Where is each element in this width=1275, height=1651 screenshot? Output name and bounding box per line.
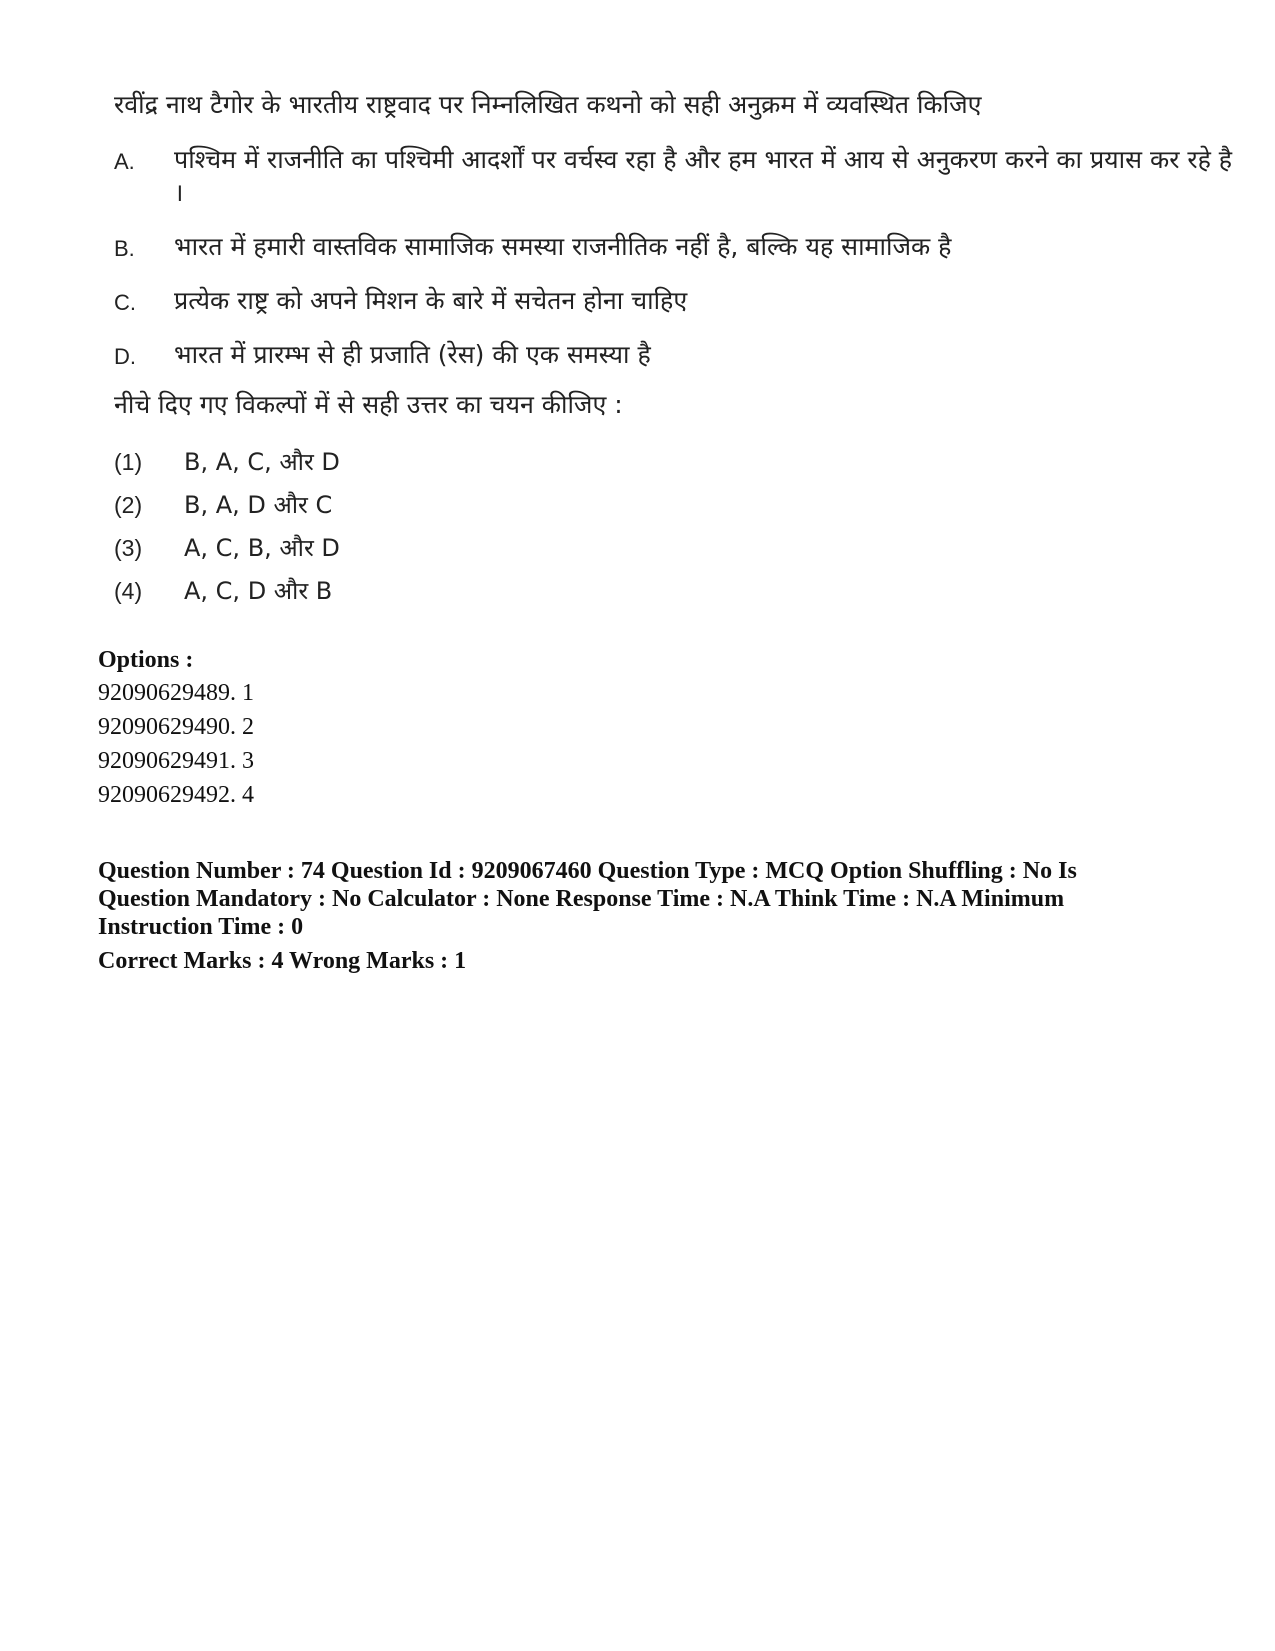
statement-text: प्रत्येक राष्ट्र को अपने मिशन के बारे में सचेतन होना चाहिए	[174, 286, 688, 315]
statement-letter: D.	[114, 344, 136, 369]
choice-number: (4)	[114, 578, 143, 604]
question-meta: Question Number : 74 Question Id : 9209067460 Question Type : MCQ Option Shuffling : No Is Question Mandatory : No Calculator : None Response Time : N.A Think Time : N.A Minimum Instruction Time : 0	[98, 858, 1077, 940]
answer-instruction: नीचे दिए गए विकल्पों में से सही उत्तर का चयन कीजिए :	[114, 390, 623, 419]
choice-value: A, C, D और B	[184, 577, 333, 605]
choice-number: (3)	[114, 535, 143, 561]
statement-letter: B.	[114, 236, 135, 261]
marks-info: Correct Marks : 4 Wrong Marks : 1	[98, 948, 467, 974]
choice-number: (2)	[114, 492, 143, 518]
option-line-2: 92090629490. 2	[98, 714, 254, 740]
question-title: रवींद्र नाथ टैगोर के भारतीय राष्ट्रवाद पर निम्नलिखित कथनो को सही अनुक्रम में व्यवस्थित किजिए	[114, 90, 982, 119]
option-line-1: 92090629489. 1	[98, 680, 254, 706]
choice-number: (1)	[114, 449, 143, 475]
statement-text: भारत में हमारी वास्तविक सामाजिक समस्या राजनीतिक नहीं है, बल्कि यह सामाजिक है	[174, 232, 952, 261]
choice-value: B, A, D और C	[184, 491, 333, 519]
option-line-3: 92090629491. 3	[98, 748, 254, 774]
statement-letter: A.	[114, 149, 135, 174]
statement-text: भारत में प्रारम्भ से ही प्रजाति (रेस) की एक समस्या है	[174, 340, 651, 369]
option-line-4: 92090629492. 4	[98, 782, 254, 808]
choice-value: B, A, C, और D	[184, 448, 340, 476]
choice-value: A, C, B, और D	[184, 534, 340, 562]
statement-letter: C.	[114, 290, 136, 315]
options-heading: Options :	[98, 647, 194, 673]
statement-text: पश्चिम में राजनीति का पश्चिमी आदर्शों पर वर्चस्व रहा है और हम भारत में आय से अनुकरण करने का प्रयास कर रहे है ।	[174, 145, 1233, 207]
